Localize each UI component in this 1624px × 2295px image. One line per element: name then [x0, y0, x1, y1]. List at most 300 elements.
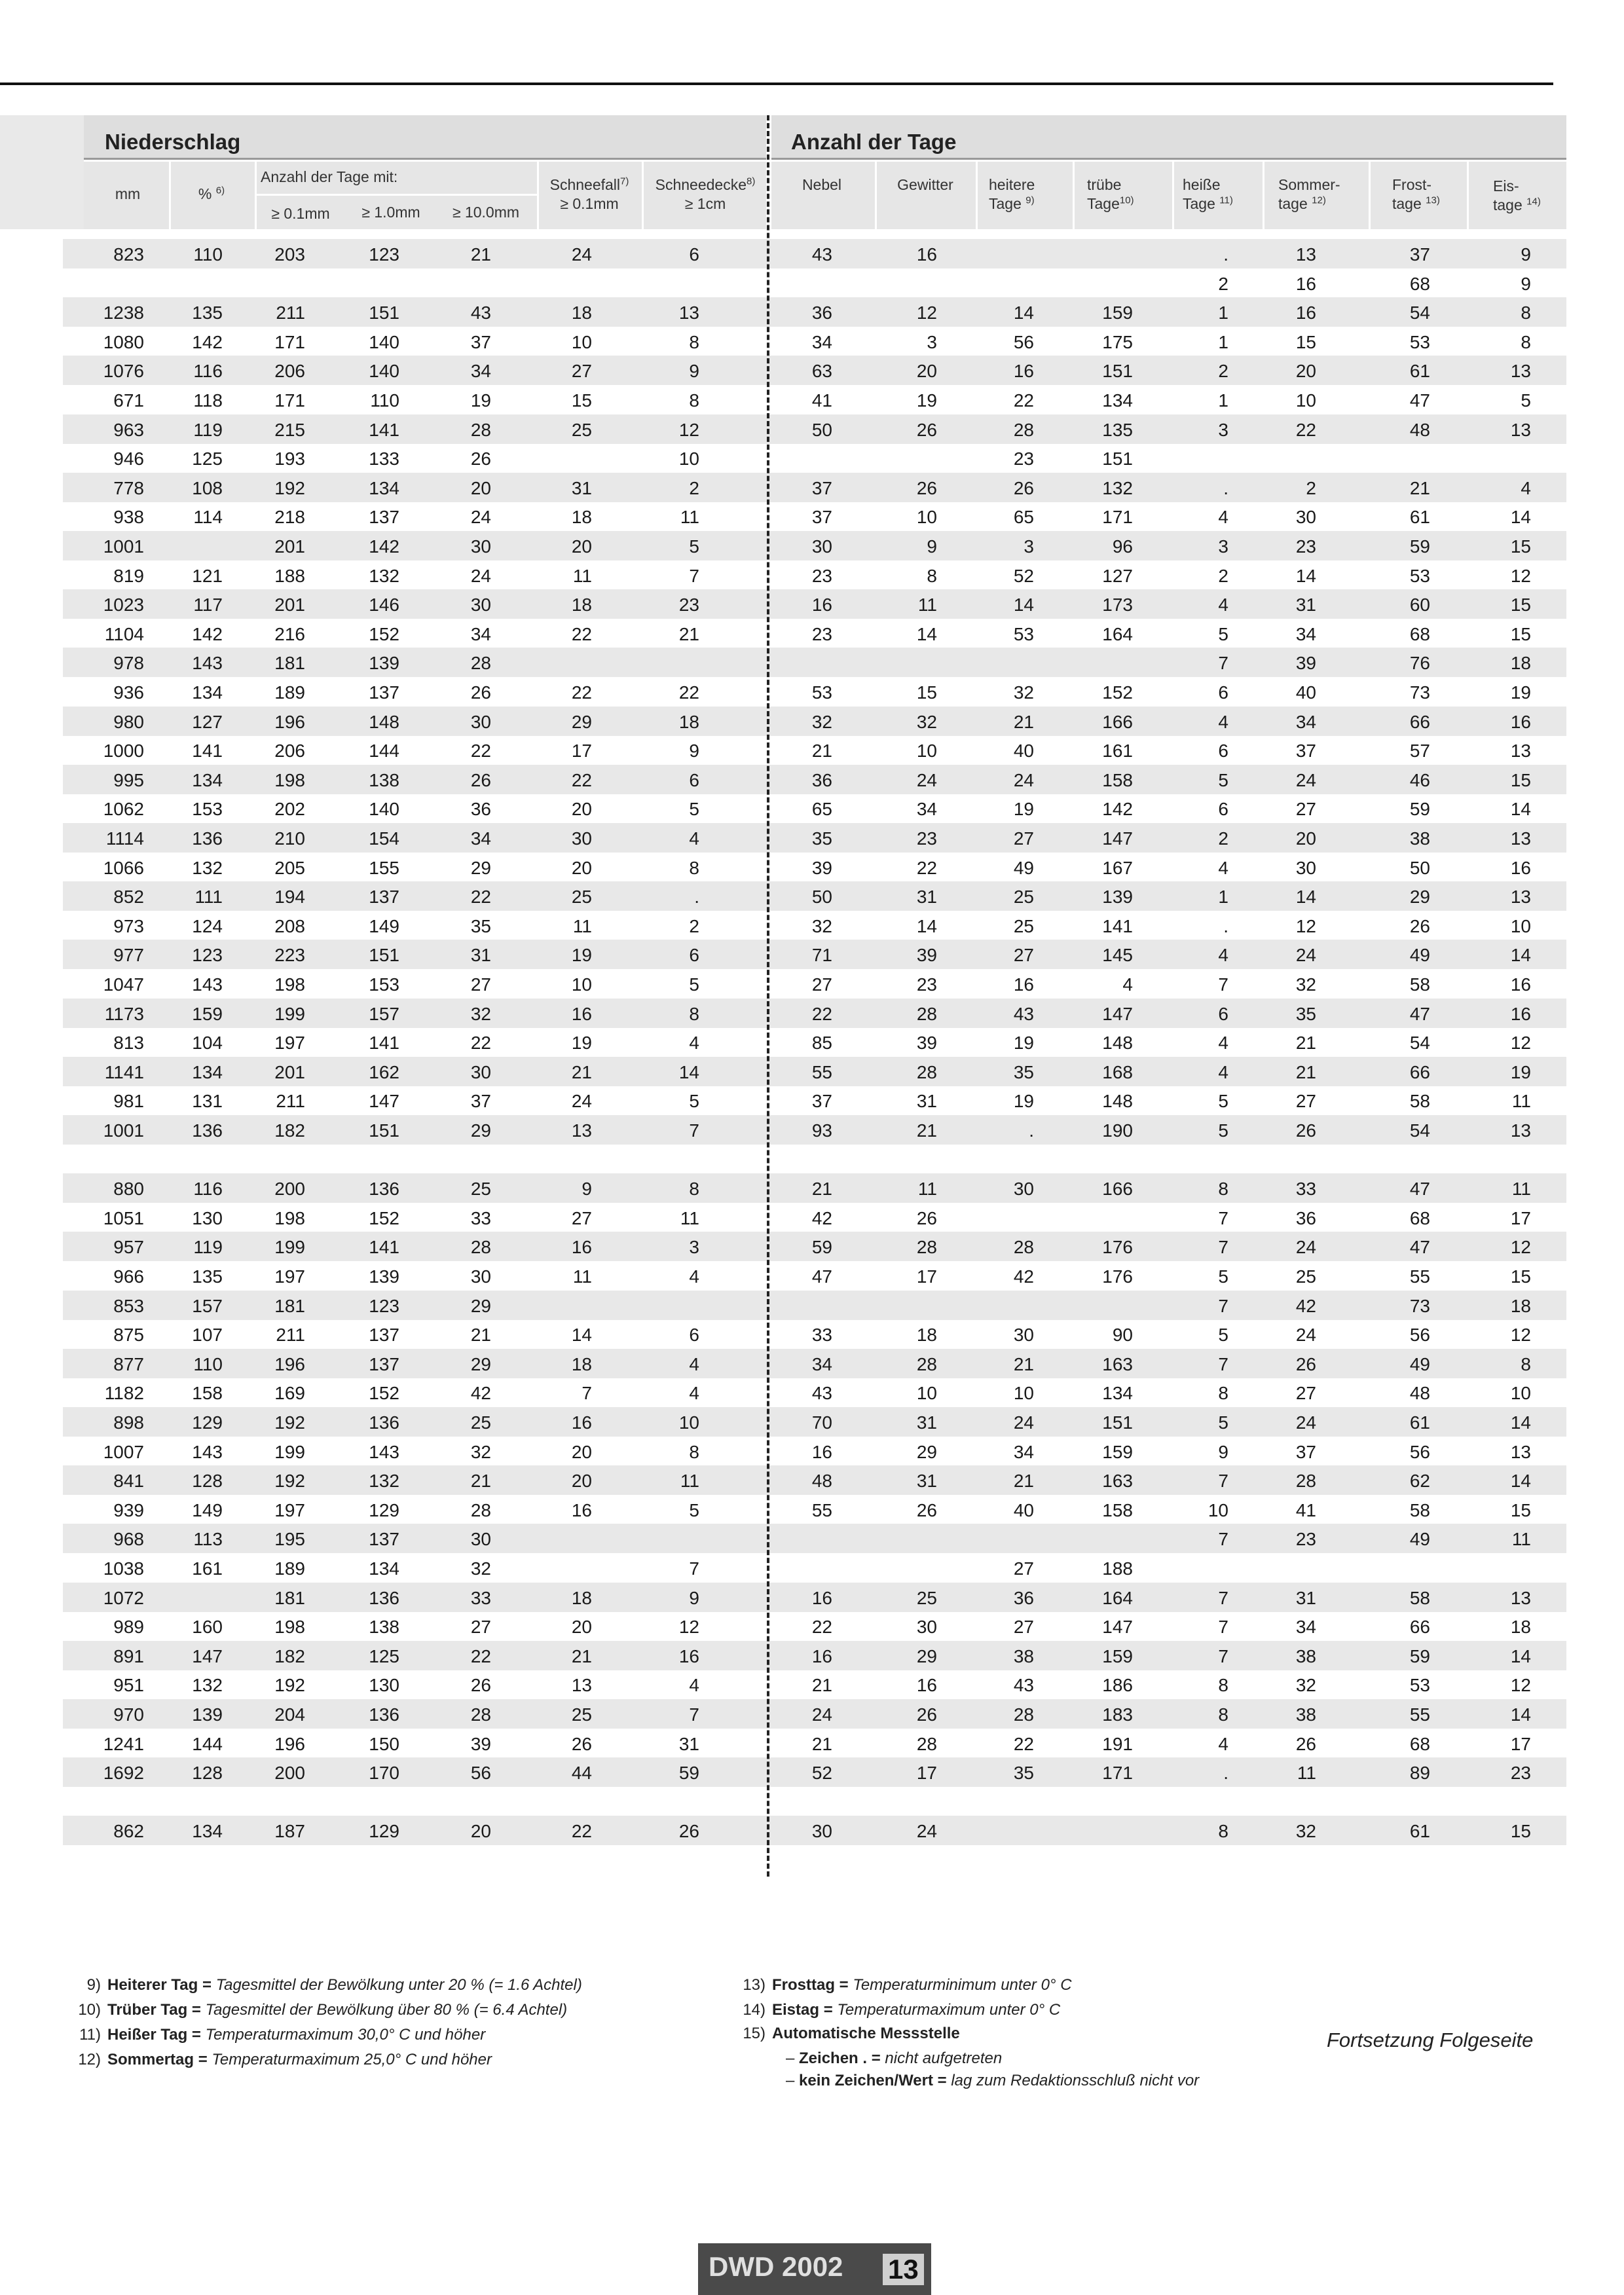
table-cell: 30	[1295, 857, 1316, 878]
table-cell: 65	[1013, 507, 1034, 528]
table-cell: 210	[274, 828, 305, 849]
table-cell: 166	[1102, 1179, 1133, 1200]
table-cell: 19	[571, 1033, 592, 1054]
table-cell: 125	[369, 1645, 399, 1666]
table-cell: 24	[1295, 945, 1316, 966]
table-cell: 1023	[103, 595, 144, 615]
table-cell: 148	[1102, 1091, 1133, 1112]
table-cell: 134	[192, 682, 223, 703]
table-cell: 14	[1510, 1471, 1531, 1492]
table-cell: 34	[916, 799, 937, 820]
table-cell: 192	[274, 1412, 305, 1433]
table-row	[63, 1553, 1566, 1583]
table-cell: 40	[1013, 741, 1034, 762]
table-cell: 21	[1295, 1061, 1316, 1082]
table-cell: 16	[571, 1499, 592, 1520]
table-cell: 1001	[103, 1120, 144, 1141]
table-cell: 73	[1409, 1295, 1430, 1316]
table-cell: 29	[470, 1353, 491, 1374]
table-cell: 28	[1295, 1471, 1316, 1492]
table-cell: 21	[571, 1645, 592, 1666]
table-cell: 24	[1295, 1237, 1316, 1258]
table-cell: 14	[1510, 507, 1531, 528]
table-cell: 852	[113, 887, 144, 908]
table-cell: 4	[1218, 1733, 1228, 1754]
table-cell: 10	[678, 1412, 699, 1433]
header-separator	[642, 162, 644, 229]
table-cell: 169	[274, 1383, 305, 1404]
table-cell: 14	[1013, 303, 1034, 323]
table-cell: 1241	[103, 1733, 144, 1754]
table-row	[63, 707, 1566, 736]
table-cell: 110	[193, 244, 223, 265]
table-cell: 4	[689, 828, 699, 849]
table-cell: 53	[1013, 623, 1034, 644]
table-cell: 199	[274, 1003, 305, 1024]
table-cell: 10	[678, 449, 699, 469]
table-cell: 29	[470, 1120, 491, 1141]
table-cell: 8	[689, 1441, 699, 1462]
table-cell: 26	[1295, 1353, 1316, 1374]
table-cell: 188	[274, 565, 305, 586]
table-cell: 16	[1013, 361, 1034, 382]
table-cell: 158	[1102, 1499, 1133, 1520]
table-cell: 152	[1102, 682, 1133, 703]
table-cell: 16	[1510, 857, 1531, 878]
table-cell: 150	[369, 1733, 399, 1754]
table-cell: 19	[470, 390, 491, 411]
table-cell: 22	[1013, 1733, 1034, 1754]
table-cell: 153	[369, 974, 399, 995]
table-cell: 52	[811, 1763, 832, 1784]
table-cell: 4	[1218, 857, 1228, 878]
table-cell: 151	[369, 945, 399, 966]
table-cell: 32	[811, 915, 832, 936]
table-cell: 21	[1295, 1033, 1316, 1054]
table-cell: 190	[1102, 1120, 1133, 1141]
table-row	[63, 1407, 1566, 1437]
table-cell: 9	[1218, 1441, 1228, 1462]
table-cell: 28	[470, 1704, 491, 1725]
table-cell: 6	[1218, 682, 1228, 703]
table-cell: 14	[1510, 1704, 1531, 1725]
table-cell: 23	[916, 828, 937, 849]
table-cell: 182	[274, 1645, 305, 1666]
table-cell: 13	[571, 1675, 592, 1696]
table-cell: 21	[1013, 1471, 1034, 1492]
table-row	[63, 327, 1566, 356]
table-row	[63, 385, 1566, 414]
table-cell: 136	[369, 1179, 399, 1200]
table-cell: 55	[1409, 1266, 1430, 1287]
table-row	[63, 999, 1566, 1028]
table-cell: 201	[274, 536, 305, 557]
table-cell: 90	[1112, 1325, 1133, 1346]
table-cell: 54	[1409, 1033, 1430, 1054]
table-cell: 6	[1218, 741, 1228, 762]
table-cell: 55	[811, 1061, 832, 1082]
table-cell: 18	[1510, 653, 1531, 674]
table-cell: 7	[1218, 1587, 1228, 1608]
table-cell: 16	[811, 1645, 832, 1666]
table-cell: 129	[369, 1499, 399, 1520]
table-cell: 199	[274, 1441, 305, 1462]
table-cell: 27	[1013, 945, 1034, 966]
table-cell: 18	[571, 595, 592, 615]
table-cell: 16	[811, 1587, 832, 1608]
table-cell: 136	[369, 1704, 399, 1725]
table-cell: 23	[1510, 1763, 1531, 1784]
table-cell: 973	[113, 915, 144, 936]
table-cell: 30	[470, 1266, 491, 1287]
table-cell: 40	[1295, 682, 1316, 703]
table-cell: 22	[678, 682, 699, 703]
table-cell: 13	[1510, 1120, 1531, 1141]
table-cell: 160	[192, 1617, 223, 1638]
table-cell: 56	[1013, 331, 1034, 352]
table-cell: 39	[916, 1033, 937, 1054]
table-row	[63, 1173, 1566, 1203]
table-cell: 7	[1218, 1617, 1228, 1638]
table-cell: 125	[192, 449, 223, 469]
table-cell: 128	[192, 1763, 223, 1784]
table-cell: 193	[274, 449, 305, 469]
table-cell: 3	[1024, 536, 1034, 557]
table-cell: 143	[192, 653, 223, 674]
table-cell: 24	[1295, 769, 1316, 790]
table-cell: 26	[678, 1821, 699, 1842]
table-cell: 32	[1295, 974, 1316, 995]
table-cell: 201	[274, 595, 305, 615]
table-cell: 137	[369, 682, 399, 703]
table-cell: 1038	[103, 1558, 144, 1579]
table-cell: 133	[369, 449, 399, 469]
table-cell: 15	[1510, 623, 1531, 644]
table-cell: 32	[470, 1003, 491, 1024]
table-cell: 2	[1218, 361, 1228, 382]
table-cell: 143	[192, 974, 223, 995]
table-cell: 49	[1409, 1529, 1430, 1550]
table-cell: 21	[470, 244, 491, 265]
table-cell: 48	[811, 1471, 832, 1492]
table-cell: 47	[1409, 390, 1430, 411]
table-cell: 56	[1409, 1441, 1430, 1462]
table-cell: 49	[1013, 857, 1034, 878]
table-cell: 15	[1510, 595, 1531, 615]
table-cell: 21	[811, 1675, 832, 1696]
table-cell: 12	[1510, 1033, 1531, 1054]
table-cell: 21	[1013, 711, 1034, 732]
table-cell: 9	[1521, 273, 1531, 294]
table-cell: 981	[113, 1091, 144, 1112]
table-cell: 34	[470, 828, 491, 849]
table-cell: 134	[369, 1558, 399, 1579]
table-cell: 16	[916, 1675, 937, 1696]
legend-kein-zeichen: – kein Zeichen/Wert = lag zum Redaktionsschluß nicht vor	[786, 2072, 1200, 2089]
table-cell: 4	[1218, 1033, 1228, 1054]
table-cell: 68	[1409, 1733, 1430, 1754]
table-cell: 159	[1102, 1645, 1133, 1666]
table-cell: 61	[1409, 1412, 1430, 1433]
table-row	[63, 1495, 1566, 1524]
table-cell: 141	[192, 741, 223, 762]
table-cell: 38	[1013, 1645, 1034, 1666]
table-cell: 43	[1013, 1003, 1034, 1024]
table-row	[63, 414, 1566, 444]
table-cell: 15	[1295, 331, 1316, 352]
table-cell: 28	[470, 1237, 491, 1258]
footnote-14: 14) Eistag = Temperaturmaximum unter 0° C	[743, 2001, 1061, 2019]
table-cell: 4	[1122, 974, 1133, 995]
table-cell: 192	[274, 477, 305, 498]
table-cell: 34	[811, 331, 832, 352]
table-cell: 9	[689, 361, 699, 382]
table-cell: 813	[113, 1033, 144, 1054]
table-cell: 142	[192, 623, 223, 644]
header-separator	[1073, 162, 1075, 229]
table-cell: 14	[916, 915, 937, 936]
table-cell: 5	[1218, 1412, 1228, 1433]
table-cell: 980	[113, 711, 144, 732]
table-cell: 34	[470, 623, 491, 644]
table-cell: 61	[1409, 507, 1430, 528]
table-cell: 21	[470, 1325, 491, 1346]
table-cell: 19	[571, 945, 592, 966]
footnote-9: 9) Heiterer Tag = Tagesmittel der Bewölkung unter 20 % (= 1.6 Achtel)	[86, 1976, 582, 1994]
table-cell: 16	[1295, 273, 1316, 294]
table-cell: .	[1223, 1763, 1228, 1784]
table-cell: 27	[1013, 1617, 1034, 1638]
table-cell: 32	[470, 1441, 491, 1462]
table-cell: 8	[1218, 1675, 1228, 1696]
table-cell: 7	[689, 1558, 699, 1579]
table-cell: 3	[1218, 419, 1228, 440]
table-cell: 39	[470, 1733, 491, 1754]
table-cell: 35	[1013, 1763, 1034, 1784]
table-cell: 20	[571, 1471, 592, 1492]
table-cell: 1	[1218, 303, 1228, 323]
table-cell: 5	[1218, 1091, 1228, 1112]
table-cell: 137	[369, 887, 399, 908]
table-cell: 10	[916, 741, 937, 762]
table-cell: 215	[274, 419, 305, 440]
table-cell: 218	[274, 507, 305, 528]
table-cell: 132	[369, 1471, 399, 1492]
table-cell: 9	[581, 1179, 592, 1200]
table-cell: 10	[1295, 390, 1316, 411]
table-cell: 1007	[103, 1441, 144, 1462]
table-cell: 123	[369, 1295, 399, 1316]
table-cell: 15	[571, 390, 592, 411]
table-cell: 149	[369, 915, 399, 936]
table-cell: 151	[369, 1120, 399, 1141]
table-cell: 23	[811, 565, 832, 586]
table-cell: 12	[916, 303, 937, 323]
table-cell: 11	[1511, 1179, 1531, 1200]
table-cell: 4	[1218, 507, 1228, 528]
table-cell: 189	[274, 682, 305, 703]
table-cell: 27	[1013, 828, 1034, 849]
table-cell: 129	[369, 1821, 399, 1842]
table-cell: 26	[916, 419, 937, 440]
table-cell: 5	[1521, 390, 1531, 411]
table-cell: 20	[916, 361, 937, 382]
table-cell: 15	[1510, 1499, 1531, 1520]
table-cell: 9	[927, 536, 937, 557]
table-cell: 23	[1013, 449, 1034, 469]
table-cell: .	[1223, 477, 1228, 498]
table-cell: 131	[192, 1091, 223, 1112]
table-cell: 24	[571, 244, 592, 265]
table-cell: 21	[811, 1733, 832, 1754]
table-cell: 153	[192, 799, 223, 820]
table-row	[63, 677, 1566, 707]
table-cell: 20	[571, 536, 592, 557]
table-cell: 25	[571, 887, 592, 908]
table-cell: 171	[274, 390, 305, 411]
table-cell: 25	[571, 419, 592, 440]
table-cell: 62	[1409, 1471, 1430, 1492]
table-cell: 10	[1208, 1499, 1228, 1520]
table-cell: 24	[571, 1091, 592, 1112]
table-row	[63, 297, 1566, 327]
table-cell: 139	[369, 1266, 399, 1287]
table-cell: 32	[470, 1558, 491, 1579]
table-cell: 155	[369, 857, 399, 878]
table-cell: 211	[276, 303, 305, 323]
table-cell: 13	[1510, 828, 1531, 849]
table-cell: 8	[1218, 1383, 1228, 1404]
table-cell: 206	[274, 741, 305, 762]
continuation-note: Fortsetzung Folgeseite	[1327, 2029, 1534, 2051]
table-cell: 20	[571, 857, 592, 878]
table-cell: 963	[113, 419, 144, 440]
table-cell: 29	[1409, 887, 1430, 908]
table-cell: 21	[916, 1120, 937, 1141]
table-cell: 57	[1409, 741, 1430, 762]
table-cell: 22	[470, 1645, 491, 1666]
table-cell: 15	[1510, 1821, 1531, 1842]
table-cell: 1	[1218, 331, 1228, 352]
table-cell: 1114	[105, 828, 144, 849]
table-cell: 4	[689, 1675, 699, 1696]
table-cell: 171	[1102, 1763, 1133, 1784]
table-row	[63, 1699, 1566, 1729]
table-cell: 151	[1102, 1412, 1133, 1433]
table-cell: 96	[1112, 536, 1133, 557]
table-cell: 10	[571, 331, 592, 352]
table-cell: 65	[811, 799, 832, 820]
table-cell: 136	[192, 1120, 223, 1141]
table-cell: 119	[193, 419, 223, 440]
table-cell: 28	[916, 1353, 937, 1374]
table-cell: 182	[274, 1120, 305, 1141]
table-cell: 108	[192, 477, 223, 498]
table-cell: 14	[916, 623, 937, 644]
table-cell: 33	[811, 1325, 832, 1346]
table-cell: 880	[113, 1179, 144, 1200]
table-cell: 76	[1409, 653, 1430, 674]
table-cell: 30	[470, 1529, 491, 1550]
table-cell: 14	[1295, 887, 1316, 908]
table-row	[63, 1583, 1566, 1612]
footnote-10: 10) Trüber Tag = Tagesmittel der Bewölkung über 80 % (= 6.4 Achtel)	[78, 2001, 568, 2019]
table-cell: 53	[1409, 331, 1430, 352]
table-cell: 29	[571, 711, 592, 732]
table-cell: 114	[193, 507, 223, 528]
table-cell: 151	[1102, 449, 1133, 469]
header-left-strip	[0, 115, 84, 229]
table-cell: 25	[470, 1179, 491, 1200]
header-heitere-tage: heitere Tage $^{9)}$	[989, 176, 1035, 212]
table-cell: 35	[470, 915, 491, 936]
table-cell: 121	[192, 565, 223, 586]
header-heisse-tage: heiße Tage $^{11)}$	[1183, 176, 1233, 212]
table-cell: 140	[369, 331, 399, 352]
table-cell: 7	[689, 565, 699, 586]
table-cell: 159	[192, 1003, 223, 1024]
table-cell: .	[1029, 1120, 1034, 1141]
table-cell: 862	[113, 1821, 144, 1842]
table-cell: 3	[927, 331, 937, 352]
header-schneedecke: Schneedecke$^{8)}$ ≥ 1cm	[655, 175, 756, 212]
table-cell: 1173	[104, 1003, 144, 1024]
table-cell: 23	[1295, 536, 1316, 557]
table-cell: 10	[916, 507, 937, 528]
table-cell: 22	[571, 623, 592, 644]
table-cell: 17	[1510, 1733, 1531, 1754]
footnote-12: 12) Sommertag = Temperaturmaximum 25,0° C und höher	[78, 2051, 492, 2068]
table-cell: 26	[916, 477, 937, 498]
table-cell: 3	[689, 1237, 699, 1258]
table-cell: 1182	[104, 1383, 144, 1404]
table-cell: 58	[1409, 1587, 1430, 1608]
table-cell: 6	[689, 769, 699, 790]
header-gewitter: Gewitter	[897, 176, 953, 193]
table-cell: 189	[274, 1558, 305, 1579]
table-cell: 19	[916, 390, 937, 411]
table-cell: 995	[113, 769, 144, 790]
table-cell: 37	[470, 331, 491, 352]
table-cell: 26	[916, 1704, 937, 1725]
table-cell: 13	[1510, 887, 1531, 908]
table-cell: 55	[1409, 1704, 1430, 1725]
table-cell: 5	[1218, 1325, 1228, 1346]
table-cell: 199	[274, 1237, 305, 1258]
table-cell: 158	[192, 1383, 223, 1404]
table-cell: 20	[470, 477, 491, 498]
table-cell: 53	[1409, 1675, 1430, 1696]
table-cell: 4	[689, 1353, 699, 1374]
table-cell: 137	[369, 1325, 399, 1346]
table-cell: 4	[689, 1033, 699, 1054]
table-cell: 196	[274, 711, 305, 732]
table-cell: 49	[1409, 945, 1430, 966]
table-cell: 4	[1218, 1061, 1228, 1082]
table-cell: 37	[811, 477, 832, 498]
table-cell: 26	[1295, 1120, 1316, 1141]
table-cell: 28	[916, 1733, 937, 1754]
table-row	[63, 356, 1566, 385]
table-cell: 16	[571, 1003, 592, 1024]
table-cell: 1076	[103, 361, 144, 382]
table-cell: 171	[274, 331, 305, 352]
table-cell: 20	[571, 799, 592, 820]
table-cell: 176	[1102, 1237, 1133, 1258]
table-cell: 23	[811, 623, 832, 644]
table-cell: 142	[1102, 799, 1133, 820]
table-cell: 164	[1102, 623, 1133, 644]
